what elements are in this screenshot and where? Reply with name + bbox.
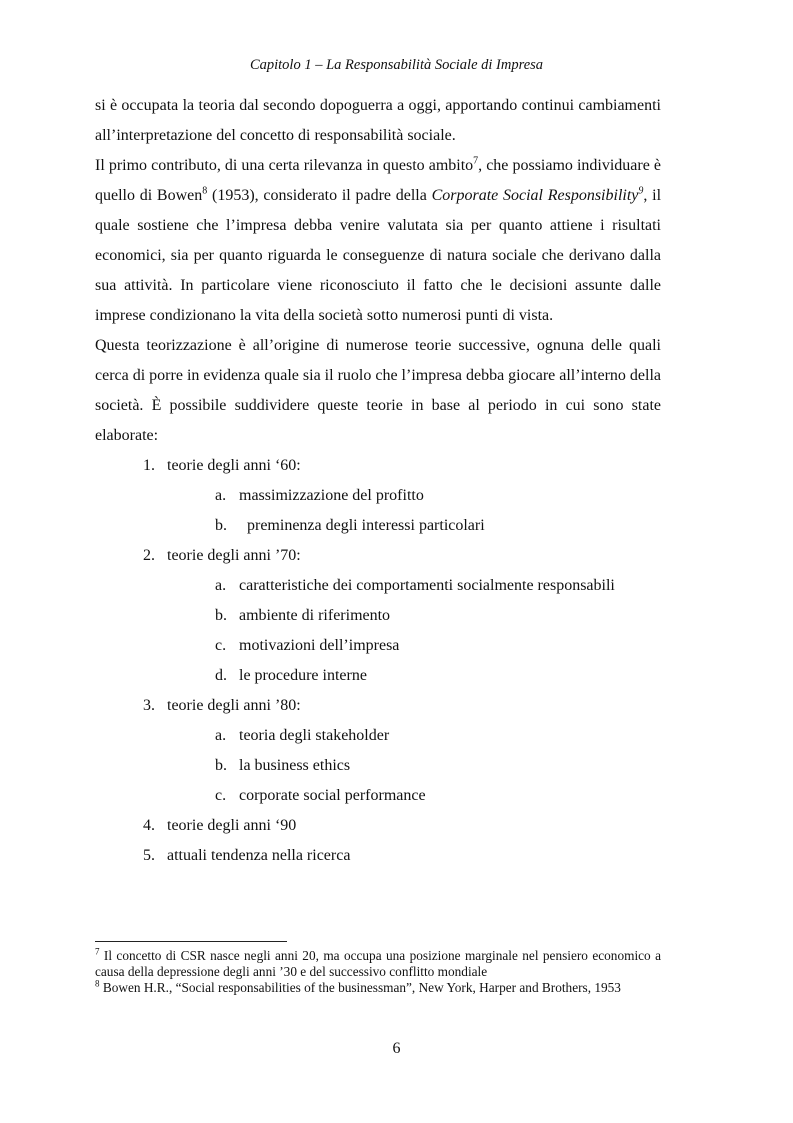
sub-item [215, 661, 661, 691]
paragraph-bowen-part4: , il quale sostiene che l’impresa debba venire valutata sia per quanto attiene i risultati economici, sia per quanto riguarda le conseguenze di natura sociale che derivano dalla sua attività. In particolare viene riconosciuto il fatto che le decisioni assunte dalle imprese condizionano la vita della società sotto numerosi punti di vista. [95, 187, 662, 324]
csr-term: Corporate Social Responsibility [431, 187, 639, 204]
sub-list [143, 721, 661, 811]
page-number: 6 [392, 1040, 401, 1057]
footnote-7 [95, 948, 661, 980]
sub-list [143, 571, 661, 691]
footnote-number: 8 [95, 978, 100, 989]
period-label: teorie degli anni ‘60: [167, 457, 301, 474]
footnote-text: Bowen H.R., “Social responsabilities of the businessman”, New York, Harper and Brothers, 1953 [99, 980, 621, 995]
period-number: 4. [143, 817, 155, 834]
period-label: teorie degli anni ’80: [167, 697, 301, 714]
period-item-60 [143, 451, 661, 541]
body-text [95, 91, 661, 871]
sub-text: motivazioni dell’impresa [239, 637, 400, 654]
sub-item [215, 601, 661, 631]
period-item-70 [143, 541, 661, 691]
footnote-number: 7 [95, 946, 100, 957]
period-label: teorie degli anni ’70: [167, 547, 301, 564]
footnote-ref-9[interactable]: 9 [638, 185, 644, 197]
sub-item [215, 781, 661, 811]
sub-item [215, 571, 661, 601]
paragraph-bowen-part1: Il primo contributo, di una certa rilevanza in questo ambito [95, 157, 474, 174]
sub-letter: d. [215, 667, 227, 684]
period-number: 1. [143, 457, 155, 474]
sub-letter: a. [215, 577, 227, 594]
running-header: Capitolo 1 – La Responsabilità Sociale di Impresa [249, 57, 544, 73]
footnote-divider [95, 941, 287, 942]
footnotes [95, 948, 661, 996]
period-number: 5. [143, 847, 155, 864]
period-item-90 [143, 811, 661, 841]
paragraph-intro: si è occupata la teoria dal secondo dopoguerra a oggi, apportando continui cambiamenti all’interpretazione del concetto di responsabilità sociale. [95, 97, 661, 144]
sub-item [215, 631, 661, 661]
sub-text: la business ethics [239, 757, 351, 774]
footnote-text: Il concetto di CSR nasce negli anni 20, ma occupa una posizione marginale nel pensiero economico a causa della depressione degli anni ’30 e del successivo conflitto mondiale [95, 948, 661, 979]
footnote-8 [95, 980, 661, 996]
paragraph-bowen-part2: , che possiamo individuare è quello di Bowen [95, 157, 661, 204]
period-number: 3. [143, 697, 155, 714]
footnote-ref-8[interactable]: 8 [202, 185, 208, 197]
sub-item [215, 511, 661, 541]
sub-item [215, 751, 661, 781]
sub-letter: a. [215, 487, 227, 504]
sub-text: massimizzazione del profitto [239, 487, 424, 504]
sub-text: preminenza degli interessi particolari [239, 517, 485, 534]
sub-letter: b. [215, 607, 227, 624]
sub-letter: a. [215, 727, 227, 744]
footnote-ref-7[interactable]: 7 [473, 155, 479, 167]
sub-text: ambiente di riferimento [239, 607, 391, 624]
period-item-current [143, 841, 661, 871]
paragraph-bowen [95, 151, 661, 331]
sub-text: teoria degli stakeholder [239, 727, 390, 744]
sub-item [215, 721, 661, 751]
period-label: teorie degli anni ‘90 [167, 817, 297, 834]
sub-text: le procedure interne [239, 667, 367, 684]
sub-letter: b. [215, 517, 227, 534]
sub-item [215, 481, 661, 511]
sub-list [143, 481, 661, 541]
period-number: 2. [143, 547, 155, 564]
period-item-80 [143, 691, 661, 811]
period-list [95, 451, 661, 871]
sub-letter: b. [215, 757, 227, 774]
sub-letter: c. [215, 637, 227, 654]
paragraph-theories: Questa teorizzazione è all’origine di numerose teorie successive, ognuna delle quali cerca di porre in evidenza quale sia il ruolo che l’impresa debba giocare all’interno della società. È possibile suddividere queste teorie in base al periodo in cui sono state elaborate: [95, 337, 661, 444]
sub-letter: c. [215, 787, 227, 804]
paragraph-bowen-part3: (1953), considerato il padre della [207, 187, 432, 204]
period-label: attuali tendenza nella ricerca [167, 847, 351, 864]
sub-text: caratteristiche dei comportamenti socialmente responsabili [239, 577, 615, 594]
sub-text: corporate social performance [239, 787, 426, 804]
